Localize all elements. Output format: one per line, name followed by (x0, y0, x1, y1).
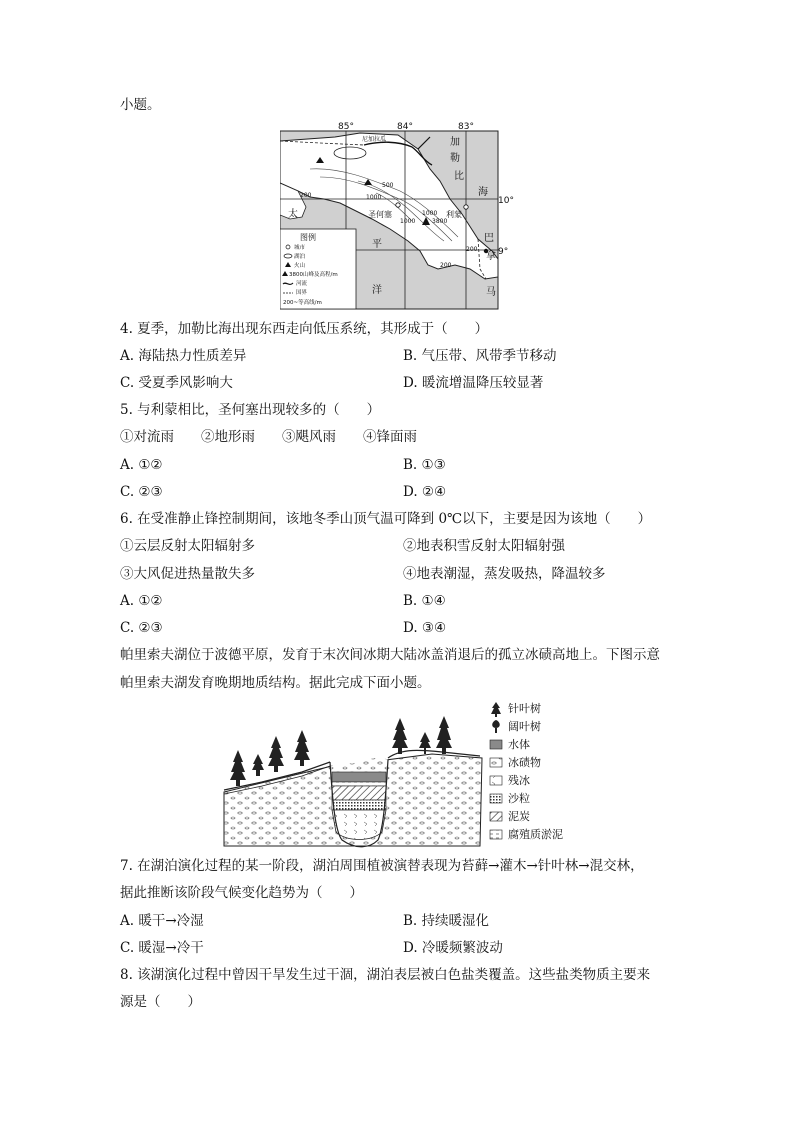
caribbean-char: 比 (454, 171, 464, 182)
pacific-char: 太 (288, 209, 298, 220)
question-8-stem-line1: 8. 该湖演化过程中曾因干旱发生过干涸，湖泊表层被白色盐类覆盖。这些盐类物质主要来 (120, 967, 651, 983)
water-layer (332, 772, 386, 782)
city-sanjose-icon (396, 203, 400, 207)
q7-option-b: B. 持续暖湿化 (403, 913, 490, 929)
legend-humus-silt: 腐殖质淤泥 (508, 828, 563, 841)
q7-option-d: D. 冷暖频繁波动 (403, 940, 503, 956)
legend-item: 火山 (294, 263, 306, 269)
q5-option-c: C. ②③ (120, 484, 163, 500)
q6-item: ③大风促进热量散失多 (120, 566, 255, 582)
legend-item: 河流 (296, 281, 308, 287)
legend-conifer: 针叶树 (508, 702, 541, 715)
lon-label: 85° (338, 122, 354, 132)
q6-option-b: B. ①④ (403, 593, 446, 609)
contour-label: 3800 (432, 218, 448, 225)
city-limon-icon (464, 205, 468, 209)
q4-option-d: D. 暖流增温降压较显著 (403, 375, 544, 391)
sand-layer (332, 800, 386, 810)
contour-label: 1000 (400, 218, 416, 225)
pacific-char: 洋 (372, 285, 382, 296)
lon-label: 83° (458, 122, 474, 132)
panama-char: 拿 (486, 251, 496, 262)
q7-option-a: A. 暖干→冷湿 (120, 913, 204, 929)
caribbean-char: 勒 (450, 153, 460, 164)
contour-label: 200 (466, 246, 478, 253)
legend-item: 国界 (296, 290, 308, 296)
caribbean-char: 海 (478, 187, 488, 198)
q4-option-b: B. 气压带、风带季节移动 (403, 348, 557, 364)
legend-peat: 泥炭 (508, 810, 530, 823)
legend-item: 城市 (294, 245, 306, 251)
legend-sand: 沙粒 (508, 792, 530, 805)
contour-label: 1000 (366, 194, 382, 201)
panama-char: 马 (486, 287, 496, 298)
lat-label: 9° (498, 247, 509, 257)
q5-option-a: A. ①② (120, 457, 163, 473)
question-8-stem-line2: 源是（ ） (120, 994, 201, 1010)
sanjose-label: 圣何塞 (368, 210, 392, 219)
passage-line: 帕里索夫湖位于波德平原，发育于末次间冰期大陆冰盖消退后的孤立冰碛高地上。下图示意 (120, 647, 660, 663)
legend-broadleaf: 阔叶树 (508, 720, 541, 733)
legend-item: 湖泊 (294, 254, 306, 260)
q4-option-a: A. 海陆热力性质差异 (120, 348, 247, 364)
contour-label: 200 (440, 262, 452, 269)
question-7-stem-line1: 7. 在湖泊演化过程的某一阶段，湖泊周围植被演替表现为苔藓→灌木→针叶林→混交林， (120, 858, 644, 874)
pacific-char: 平 (372, 239, 382, 250)
legend-moraine: 冰碛物 (508, 756, 541, 769)
q5-option-d: D. ②④ (403, 484, 447, 500)
contour-label: 1000 (422, 210, 438, 217)
question-4-stem: 4. 夏季，加勒比海出现东西走向低压系统，其形成于（ ） (120, 321, 489, 337)
q6-item: ④地表潮湿，蒸发吸热，降温较多 (403, 566, 606, 582)
passage-line: 帕里索夫湖发育晚期地质结构。据此完成下面小题。 (120, 675, 431, 691)
legend-residual-ice: 残冰 (508, 774, 530, 787)
nicaragua-label: 尼加拉瓜 (362, 136, 387, 143)
question-5-stem: 5. 与利蒙相比，圣何塞出现较多的（ ） (120, 402, 381, 418)
q5-option-b: B. ①③ (403, 457, 446, 473)
q6-option-d: D. ③④ (403, 620, 447, 636)
contour-label: 500 (382, 182, 394, 189)
legend-item: 200~等高线/m (283, 300, 322, 306)
costa-rica-map (280, 119, 520, 313)
limon-label: 利蒙 (446, 210, 462, 219)
q4-option-c: C. 受夏季风影响大 (120, 375, 233, 391)
peat-layer (332, 786, 386, 800)
lon-label: 84° (397, 122, 413, 132)
lake-shape (334, 147, 366, 159)
panama-char: 巴 (484, 233, 494, 244)
legend-water: 水体 (508, 738, 530, 751)
q6-item: ①云层反射太阳辐射多 (120, 538, 255, 554)
intro-tail: 小题。 (120, 97, 161, 113)
contour-label: 200 (300, 192, 312, 199)
caribbean-char: 加 (450, 137, 460, 148)
map-legend (280, 229, 356, 309)
legend-item: 3800山峰及高程/m (289, 272, 338, 278)
lat-label: 10° (498, 196, 514, 206)
q5-items: ①对流雨 ②地形雨 ③飓风雨 ④锋面雨 (120, 429, 417, 445)
q6-option-a: A. ①② (120, 593, 163, 609)
question-6-stem: 6. 在受准静止锋控制期间，该地冬季山顶气温可降到 0℃以下，主要是因为该地（ ） (120, 511, 652, 527)
q7-option-c: C. 暖湿→冷干 (120, 940, 204, 956)
question-7-stem-line2: 据此推断该阶段气候变化趋势为（ ） (120, 885, 363, 901)
residual-ice (332, 810, 386, 840)
q6-item: ②地表积雪反射太阳辐射强 (403, 538, 565, 554)
humus-layer (332, 782, 386, 786)
legend-title: 图例 (300, 233, 316, 242)
q6-option-c: C. ②③ (120, 620, 163, 636)
